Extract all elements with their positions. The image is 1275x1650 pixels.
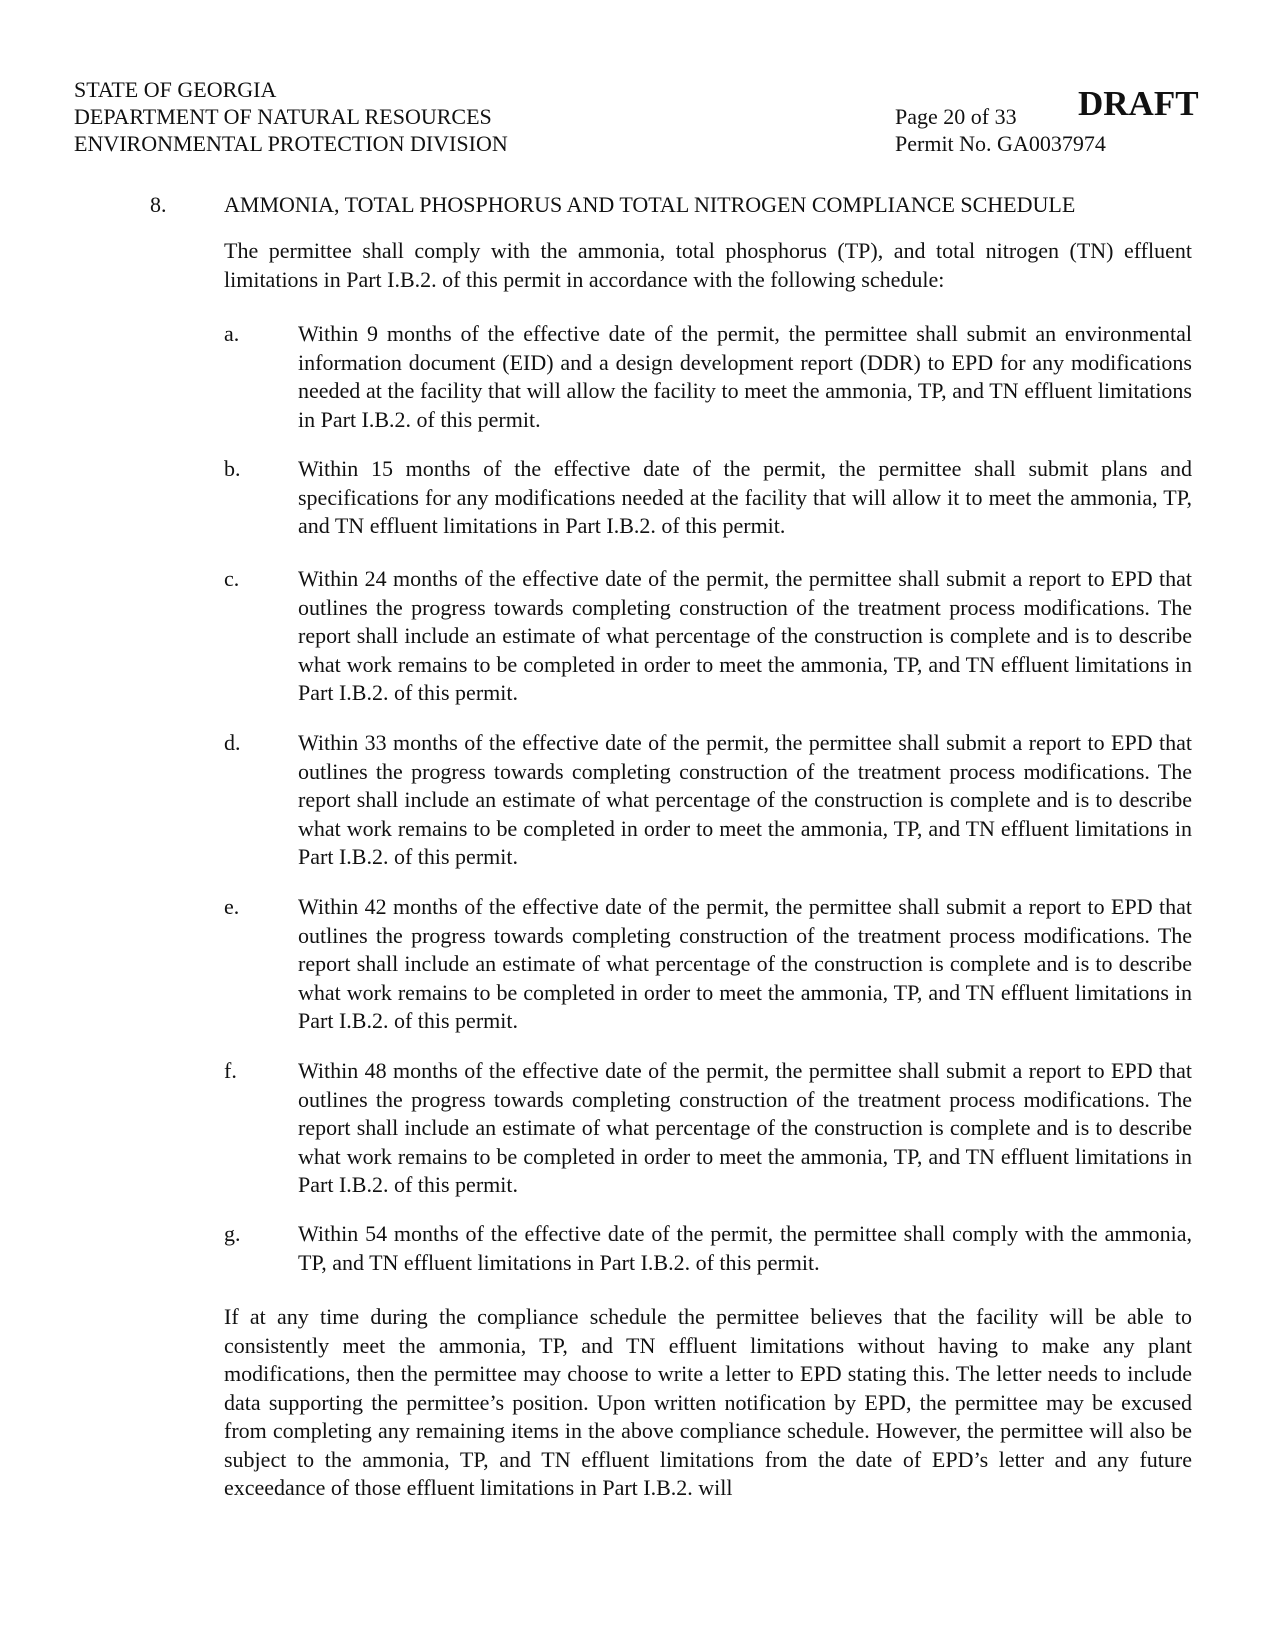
agency-line-department: DEPARTMENT OF NATURAL RESOURCES (74, 104, 492, 129)
schedule-item-letter-a: a. (224, 321, 240, 346)
section-title: AMMONIA, TOTAL PHOSPHORUS AND TOTAL NITROGEN COMPLIANCE SCHEDULE (224, 192, 1076, 217)
draft-mark: DRAFT (1078, 84, 1199, 123)
schedule-item-text-e: Within 42 months of the effective date of the permit, the permittee shall submit a report to EPD that outlines the progress towards completing construction of the treatment process modifications. The report shall include an estimate of what percentage of the construction is complete and is to describe what work remains to be completed in order to meet the ammonia, TP, and TN effluent limitations in Part I.B.2. of this permit. (298, 894, 1192, 1033)
schedule-item-text-c: Within 24 months of the effective date of the permit, the permittee shall submit a report to EPD that outlines the progress towards completing construction of the treatment process modifications. The report shall include an estimate of what percentage of the construction is complete and is to describe what work remains to be completed in order to meet the ammonia, TP, and TN effluent limitations in Part I.B.2. of this permit. (298, 566, 1192, 705)
page-number: Page 20 of 33 (895, 104, 1017, 129)
schedule-item-letter-d: d. (224, 730, 241, 755)
agency-line-state: STATE OF GEORGIA (74, 77, 277, 102)
section-intro: The permittee shall comply with the ammonia, total phosphorus (TP), and total nitrogen (TN) effluent limitations in Part I.B.2. of this permit in accordance with the following schedule: (224, 238, 1192, 292)
permit-number: Permit No. GA0037974 (895, 131, 1106, 156)
schedule-item-letter-g: g. (224, 1221, 241, 1246)
agency-line-division: ENVIRONMENTAL PROTECTION DIVISION (74, 131, 508, 156)
schedule-item-letter-e: e. (224, 894, 240, 919)
section-closing-paragraph: If at any time during the compliance schedule the permittee believes that the facility will be able to consistently meet the ammonia, TP, and TN effluent limitations without having to make any plant modifications, then the permittee may choose to write a letter to EPD stating this. The letter needs to include data supporting the permittee’s position. Upon written notification by EPD, the permittee may be excused from completing any remaining items in the above compliance schedule. However, the permittee will also be subject to the ammonia, TP, and TN effluent limitations from the date of EPD’s letter and any future exceedance of those effluent limitations in Part I.B.2. will (224, 1304, 1192, 1500)
agency-header (74, 76, 508, 157)
schedule-item-text-b: Within 15 months of the effective date of the permit, the permittee shall submit plans and specifications for any modifications needed at the facility that will allow it to meet the ammonia, TP, and TN effluent limitations in Part I.B.2. of this permit. (298, 456, 1192, 538)
schedule-item-letter-c: c. (224, 566, 240, 591)
schedule-item-letter-f: f. (224, 1058, 237, 1083)
section-number: 8. (150, 192, 167, 217)
schedule-item-text-g: Within 54 months of the effective date of the permit, the permittee shall comply with the ammonia, TP, and TN effluent limitations in Part I.B.2. of this permit. (298, 1221, 1192, 1275)
schedule-item-text-f: Within 48 months of the effective date of the permit, the permittee shall submit a report to EPD that outlines the progress towards completing construction of the treatment process modifications. The report shall include an estimate of what percentage of the construction is complete and is to describe what work remains to be completed in order to meet the ammonia, TP, and TN effluent limitations in Part I.B.2. of this permit. (298, 1058, 1192, 1197)
schedule-item-text-d: Within 33 months of the effective date of the permit, the permittee shall submit a report to EPD that outlines the progress towards completing construction of the treatment process modifications. The report shall include an estimate of what percentage of the construction is complete and is to describe what work remains to be completed in order to meet the ammonia, TP, and TN effluent limitations in Part I.B.2. of this permit. (298, 730, 1192, 869)
schedule-item-text-a: Within 9 months of the effective date of the permit, the permittee shall submit an environmental information document (EID) and a design development report (DDR) to EPD for any modifications needed at the facility that will allow the facility to meet the ammonia, TP, and TN effluent limitations in Part I.B.2. of this permit. (298, 321, 1192, 432)
schedule-item-letter-b: b. (224, 456, 241, 481)
page-permit-header (895, 103, 1106, 157)
